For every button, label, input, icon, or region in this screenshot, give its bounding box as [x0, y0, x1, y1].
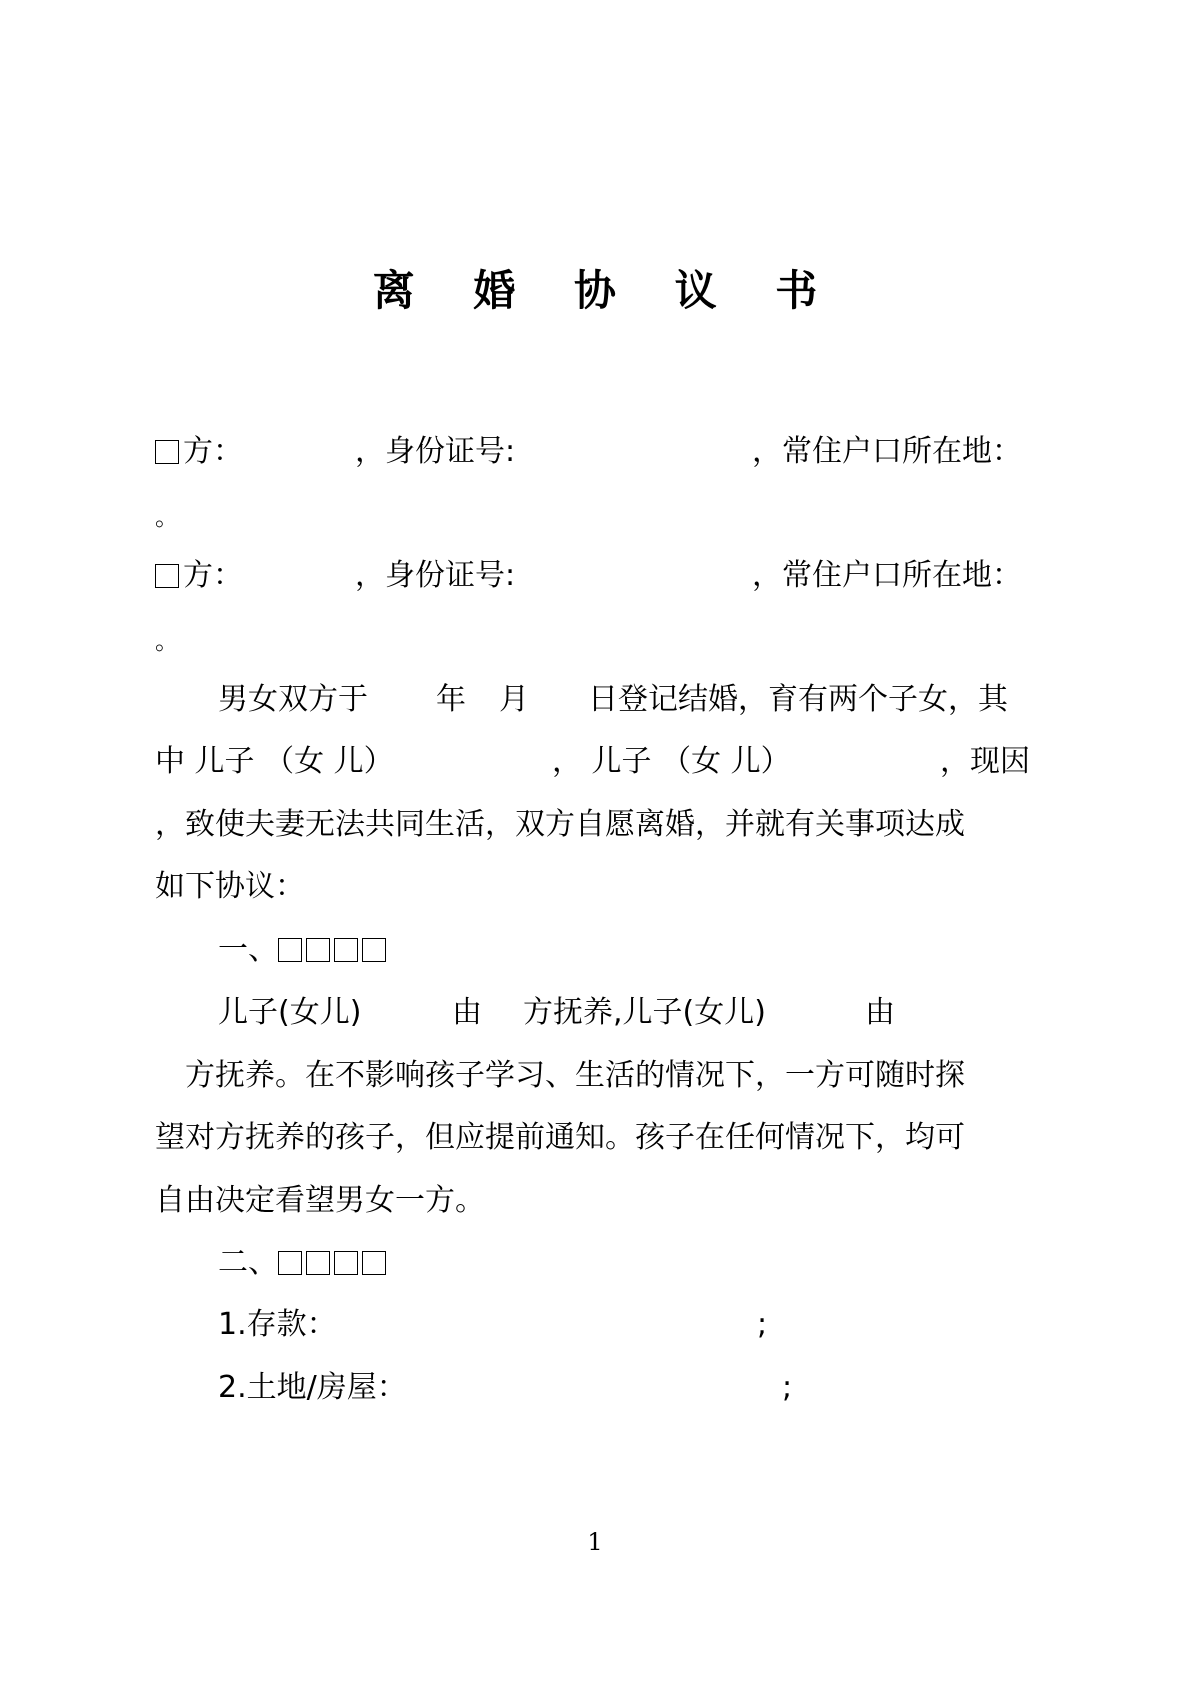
section-text: 方抚养,儿子(女儿) — [523, 995, 766, 1030]
section-text: 自由决定看望男女一方。 — [155, 1183, 485, 1218]
intro-text: ， 儿子 （女 儿） — [552, 744, 791, 779]
intro-text: 中 儿子 （女 儿） — [155, 744, 394, 779]
intro-text: 如下协议： — [155, 869, 305, 904]
page-number: 1 — [587, 1528, 603, 1556]
intro-text: 男女双方于 — [218, 682, 368, 717]
document-title: 离 婚 协 议 书 — [372, 266, 840, 315]
item-end-mark: ; — [757, 1307, 768, 1342]
address-label: ，常住户口所在地： — [752, 558, 1022, 593]
id-label: ，身份证号: — [355, 558, 516, 593]
item-label: 2.土地/房屋： — [218, 1370, 407, 1405]
party-line-2 — [155, 556, 243, 596]
intro-text: ，致使夫妻无法共同生活，双方自愿离婚，并就有关事项达成 — [155, 807, 965, 842]
section-text: 由 — [452, 995, 482, 1030]
placeholder-box — [362, 1251, 386, 1275]
address-label: ，常住户口所在地： — [752, 434, 1022, 469]
intro-year: 年 — [436, 682, 466, 717]
section-number: 二、 — [218, 1245, 278, 1280]
line-end-mark: 。 — [155, 503, 179, 531]
item-label: 1.存款： — [218, 1307, 337, 1342]
section-text: 望对方抚养的孩子，但应提前通知。孩子在任何情况下，均可 — [155, 1120, 965, 1155]
party-label: 方： — [183, 558, 243, 593]
intro-month: 月 — [499, 682, 529, 717]
party-label: 方： — [183, 434, 243, 469]
section-heading-2 — [218, 1243, 390, 1283]
placeholder-box — [362, 938, 386, 962]
line-end-mark: 。 — [155, 627, 179, 655]
intro-text: 日登记结婚，育有两个子女，其 — [588, 682, 1008, 717]
placeholder-box — [155, 564, 179, 588]
placeholder-box — [155, 440, 179, 464]
item-end-mark: ; — [782, 1370, 793, 1405]
placeholder-box — [278, 1251, 302, 1275]
placeholder-box — [306, 938, 330, 962]
placeholder-box — [334, 938, 358, 962]
section-number: 一、 — [218, 932, 278, 967]
section-heading-1 — [218, 930, 390, 970]
id-label: ，身份证号: — [355, 434, 516, 469]
intro-text: ，现因 — [940, 744, 1030, 779]
section-text: 由 — [865, 995, 895, 1030]
section-text: 儿子(女儿) — [218, 995, 362, 1030]
placeholder-box — [334, 1251, 358, 1275]
party-line-1 — [155, 432, 243, 472]
section-text: 方抚养。在不影响孩子学习、生活的情况下，一方可随时探 — [185, 1058, 965, 1093]
placeholder-box — [278, 938, 302, 962]
placeholder-box — [306, 1251, 330, 1275]
